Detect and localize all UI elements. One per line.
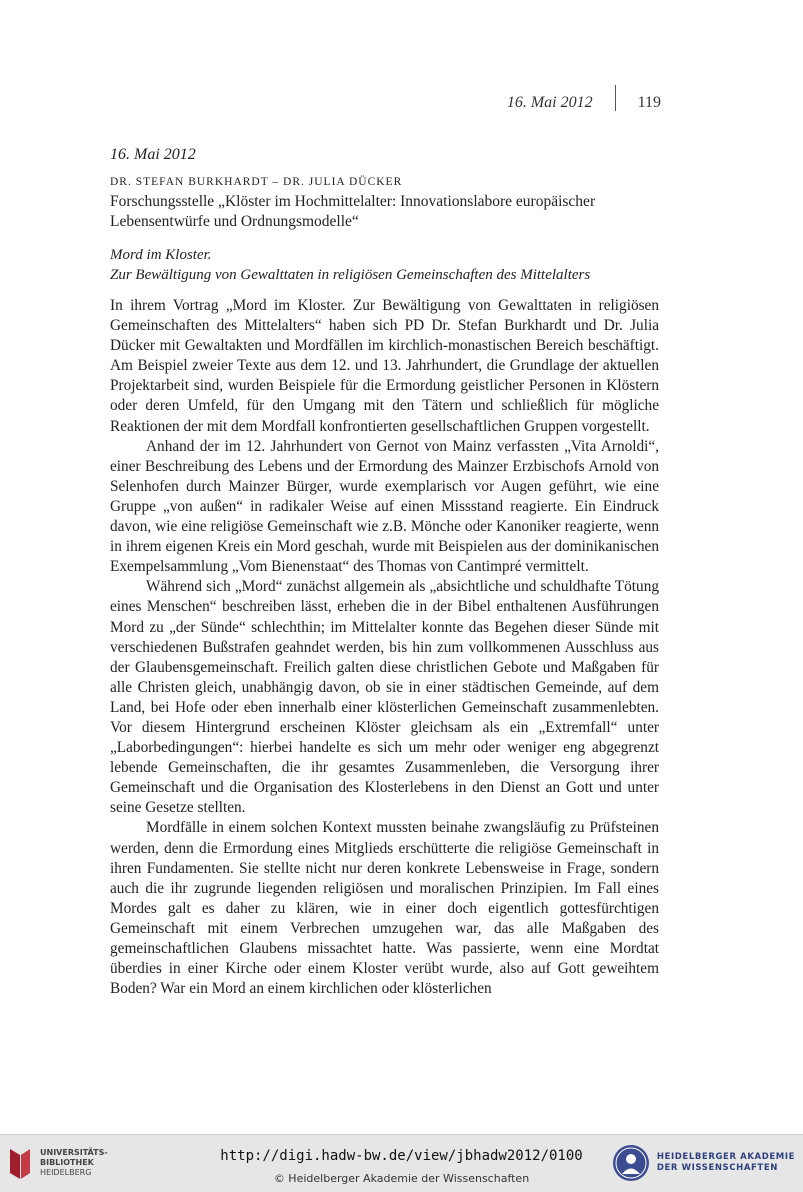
article: [110, 146, 659, 999]
session-date: 16. Mai 2012: [110, 146, 196, 163]
hadw-logo-line-1: HEIDELBERGER AKADEMIE: [656, 1152, 795, 1162]
paragraph-1: In ihrem Vortrag „Mord im Kloster. Zur Bewältigung von Gewalttaten in religiösen Gemeinschaften des Mittelalters“ haben sich PD Dr. Stefan Burkhardt und Dr. Julia Dücker mit Gewaltakten und Mordfällen im kirchlich-monastischen Bereich beschäftigt. Am Beispiel zweier Texte aus dem 12. und 13. Jahrhundert, die Grundlage der aktuellen Projektarbeit sind, wurden Beispiele für die Ermordung geistlicher Personen in Klöstern oder deren Umfeld, für den Umgang mit den Tätern und schließlich für mögliche Reaktionen der mit dem Mordfall konfrontierten gesellschaftlichen Gruppen vorgestellt.: [110, 297, 659, 435]
institution: Forschungsstelle „Klöster im Hochmittelalter: Innovationslabore europäischer Lebensentwürfe und Ordnungsmodelle“: [110, 193, 596, 230]
ub-logo-line-3: HEIDELBERG: [40, 1168, 92, 1177]
ub-logo-line-1: UNIVERSITÄTS-: [40, 1148, 108, 1157]
running-head-date: 16. Mai 2012: [506, 94, 593, 111]
ub-logo-line-2: BIBLIOTHEK: [40, 1158, 94, 1167]
hadw-seal-icon: [611, 1143, 651, 1183]
talk-title: [110, 245, 659, 285]
body-text: [110, 296, 659, 999]
hadw-logo[interactable]: [611, 1143, 795, 1183]
speakers: DR. STEFAN BURKHARDT – DR. JULIA DÜCKER: [110, 176, 403, 188]
paragraph-2: Anhand der im 12. Jahrhundert von Gernot von Mainz verfassten „Vita Arnoldi“, einer Beschreibung des Lebens und der Ermordung des Mainzer Erzbischofs Arnold von Selenhofen durch Mainzer Bürger, wurde exemplarisch vor Augen geführt, wie eine Gruppe „von außen“ in radikaler Weise auf einen Missstand reagierte. Ein Eindruck davon, wie eine religiöse Gemeinschaft wie z.B. Mönche oder Kanoniker reagierte, wenn in ihrem eigenen Kreis ein Mord geschah, wurde mit Beispielen aus der dominikanischen Exempelsammlung „Vom Bienenstaat“ des Thomas von Cantimpré vermittelt.: [110, 437, 659, 576]
permalink-url[interactable]: http://digi.hadw-bw.de/view/jbhadw2012/0100: [220, 1148, 583, 1164]
running-head: [507, 94, 661, 112]
talk-title-line-2: Zur Bewältigung von Gewalttaten in religiösen Gemeinschaften des Mittelalters: [110, 267, 591, 283]
talk-title-line-1: Mord im Kloster.: [110, 247, 212, 263]
hadw-logo-line-2: DER WISSENSCHAFTEN: [656, 1163, 778, 1173]
paragraph-4: Mordfälle in einem solchen Kontext mussten beinahe zwangsläufig zu Prüfsteinen werden, denn die Ermordung eines Mitglieds erschütterte die religiöse Gemeinschaft in ihren Fundamenten. Sie stellte nicht nur deren konkrete Lebensweise in Frage, sondern auch die ihr zugrunde liegenden religiösen und moralischen Prinzipien. Im Fall eines Mordes galt es daher zu klären, wie in einer doch eigentlich gottesfürchtigen Gemeinschaft mit einem Verbrechen umzugehen war, das alle Maßgaben des gemeinschaftlichen Glaubens missachtet hatte. Was passierte, wenn eine Mordtat überdies in einer Kirche oder einem Kloster verübt wurde, also auf Gott geweihtem Boden? War ein Mord an einem kirchlichen oder klösterlichen: [110, 819, 659, 998]
paragraph-3: Während sich „Mord“ zunächst allgemein als „absichtliche und schuldhafte Tötung eines Menschen“ beschreiben lässt, erheben die in der Bibel enthaltenen Ausführungen Mord zu „der Sünde“ schlechthin; im Mittelalter konnte das Begehen dieser Sünde mit verschiedenen Bußstrafen geahndet werden, bis hin zum vollkommenen Ausschluss aus der Glaubensgemeinschaft. Freilich galten diese christlichen Gebote und Maßgaben für alle Christen gleich, unabhängig davon, ob sie in einer städtischen Gemeinde, auf dem Land, bei Hofe oder eben innerhalb einer klösterlichen Gemeinschaft zusammenlebten. Vor diesem Hintergrund erscheinen Klöster gleichsam als ein „Extremfall“ unter „Laborbedingungen“: hierbei handelte es sich um mehr oder weniger eng abgegrenzt lebende Gemeinschaften, die ihr gesamtes Zusammenleben, die Versorgung ihrer Gemeinschaft und die Organisation des Klosterlebens in den Dienst an Gott und unter seine Gesetze stellten.: [110, 578, 659, 817]
hadw-logo-text: [657, 1152, 795, 1174]
page-number: 119: [637, 94, 661, 111]
copyright-notice: © Heidelberger Akademie der Wissenschaften: [273, 1172, 530, 1185]
viewer-footer: [0, 1134, 803, 1192]
running-head-divider: [615, 85, 616, 111]
